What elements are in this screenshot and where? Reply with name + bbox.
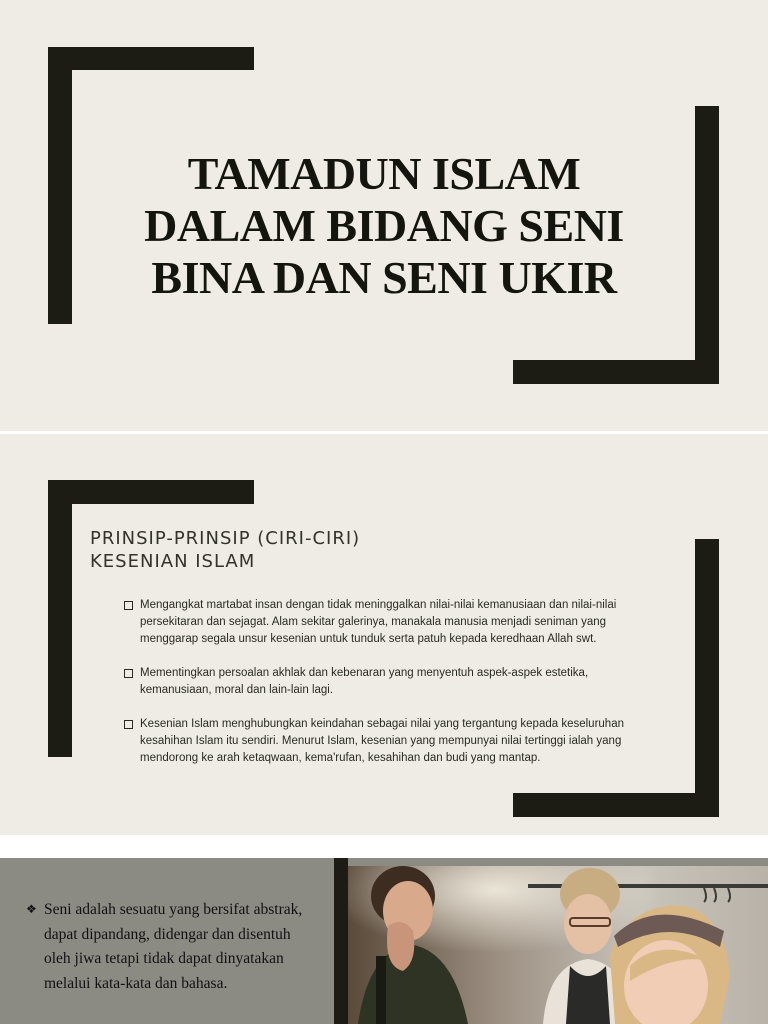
slide-title	[110, 148, 658, 304]
list-item	[124, 597, 624, 648]
square-bullet-icon	[124, 601, 133, 610]
people-photo	[348, 866, 768, 1024]
title-slide	[0, 0, 768, 431]
square-bullet-icon	[124, 669, 133, 678]
diamond-bullet-icon: ❖	[26, 902, 37, 916]
frame-top-left-horizontal	[48, 47, 254, 70]
art-definition-text: Seni adalah sesuatu yang bersifat abstrak, dapat dipandang, didengar dan disentuh oleh jiwa tetapi tidak dapat dinyatakan melalui kata-kata dan bahasa.	[44, 901, 303, 992]
principles-heading	[90, 527, 360, 573]
title-line-3: BINA DAN SENI UKIR	[151, 252, 617, 303]
frame-bottom-right-vertical	[695, 106, 719, 384]
list-item	[124, 716, 624, 767]
list-item-text: Kesenian Islam menghubungkan keindahan sebagai nilai yang tergantung kepada keseluruhan kesahihan Islam itu sendiri. Menurut Islam, kesenian yang mempunyai nilai tertinggi ialah yang mendorong ke arah ketaqwaan, kema'rufan, kesahihan dan budi yang mantap.	[140, 718, 624, 764]
heading-line-2: KESENIAN ISLAM	[90, 551, 256, 572]
title-line-1: TAMADUN ISLAM	[187, 148, 581, 199]
list-item	[124, 665, 624, 699]
frame-bottom-right-horizontal	[513, 360, 719, 384]
frame-bottom-right-vertical	[695, 539, 719, 817]
frame-top-left-vertical	[48, 47, 72, 324]
square-bullet-icon	[124, 720, 133, 729]
title-line-2: DALAM BIDANG SENI	[144, 200, 624, 251]
list-item-text: Mementingkan persoalan akhlak dan kebenaran yang menyentuh aspek-aspek estetika, kemanusiaan, moral dan lain-lain lagi.	[140, 667, 589, 696]
frame-top-left-vertical	[48, 480, 72, 757]
list-item-text: Mengangkat martabat insan dengan tidak meninggalkan nilai-nilai kemanusiaan dan nilai-nilai persekitaran dan sejagat. Alam sekitar galerinya, manakala manusia menjadi seniman yang menggarap segala unsur kesenian untuk tunduk serta patuh kepada keredhaan Allah swt.	[140, 599, 617, 645]
frame-top-left-horizontal	[48, 480, 254, 504]
principles-list	[124, 597, 624, 784]
art-definition-text-block	[26, 898, 316, 996]
heading-line-1: PRINSIP-PRINSIP (CIRI-CIRI)	[90, 528, 361, 549]
frame-bottom-right-horizontal	[513, 793, 719, 817]
frame-divider-vertical	[334, 858, 348, 1024]
slide-divider	[0, 835, 768, 858]
